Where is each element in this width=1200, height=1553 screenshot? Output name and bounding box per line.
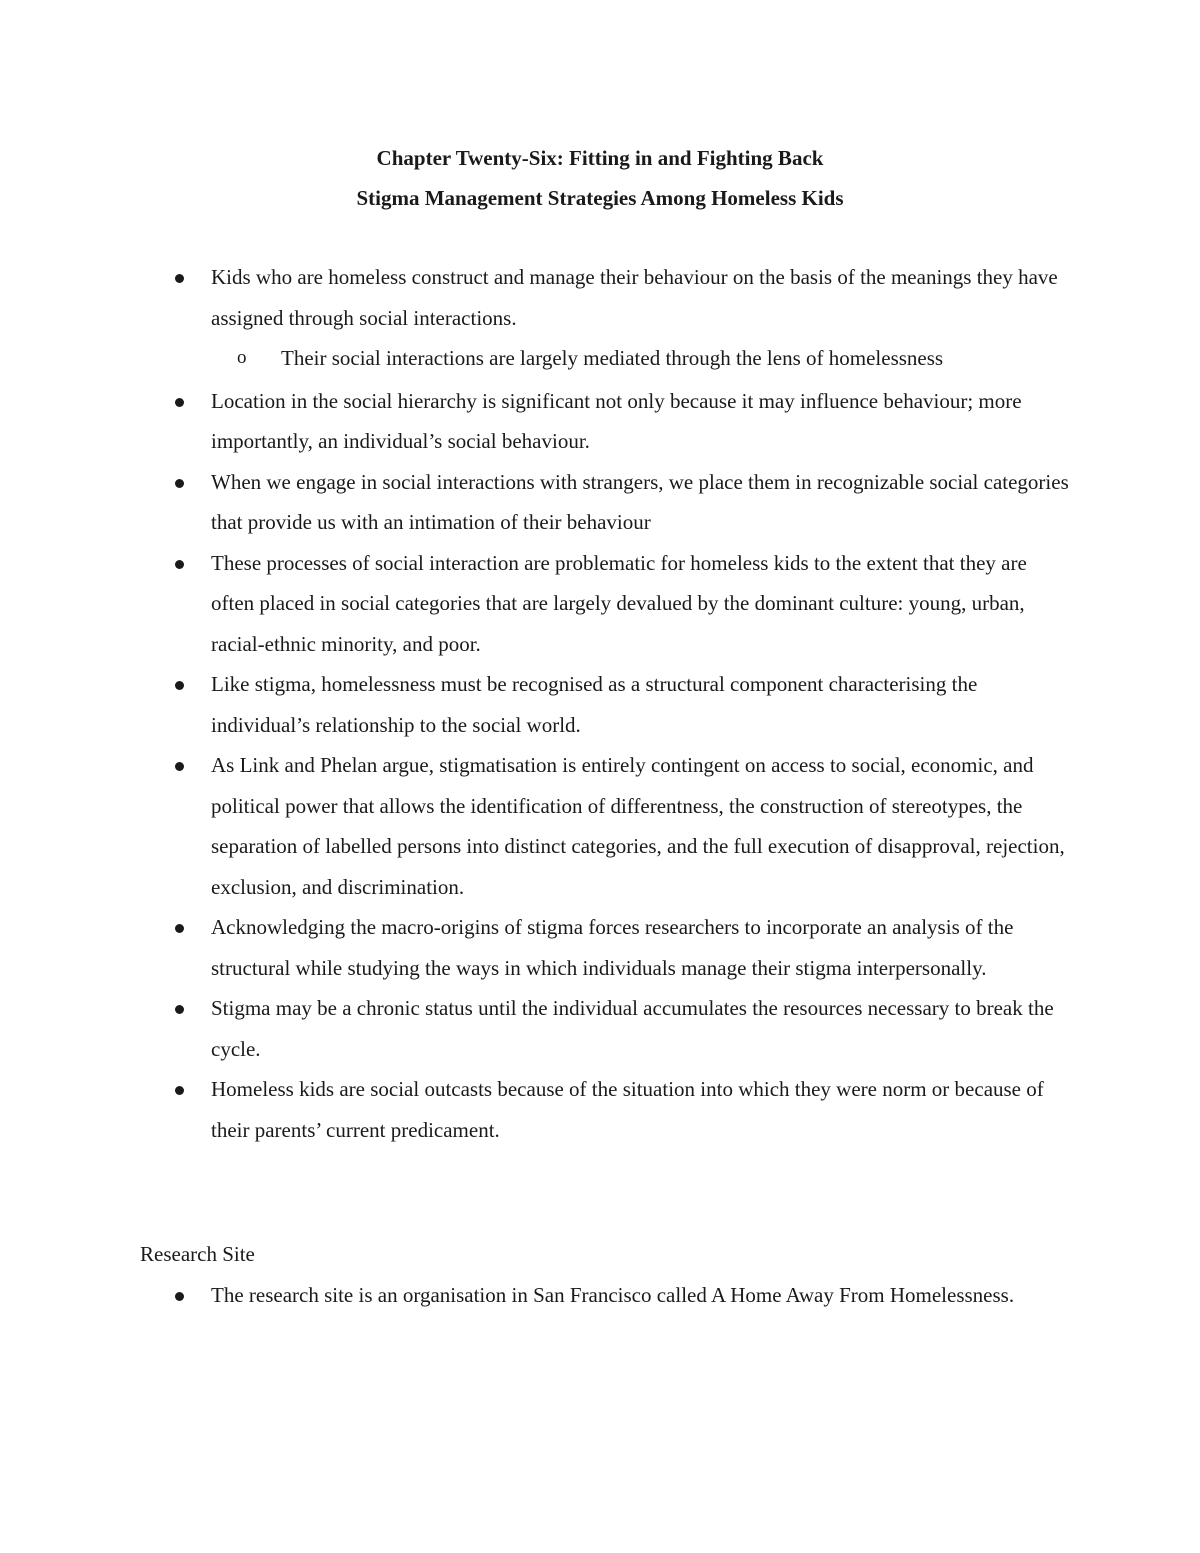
list-item: [0, 257, 1200, 379]
list-item-text: Like stigma, homelessness must be recognised as a structural component characterising the individual’s relationship to the social world.: [211, 672, 978, 737]
list-item: [0, 988, 1200, 1069]
list-item-text: Homeless kids are social outcasts because of the situation into which they were norm or because of their parents’ current predicament.: [211, 1077, 1044, 1142]
bullet-icon: [175, 1292, 184, 1301]
sub-list-item: [237, 338, 1070, 379]
bullet-icon: [175, 924, 184, 933]
bullet-icon: [175, 1086, 184, 1095]
list-item-text: As Link and Phelan argue, stigmatisation is entirely contingent on access to social, economic, and political power that allows the identification of differentness, the construction of stereotypes, the separation of labelled persons into distinct categories, and the full execution of disapproval, rejection, exclusion, and discrimination.: [211, 753, 1065, 899]
bullet-icon: [175, 762, 184, 771]
bullet-icon: [175, 560, 184, 569]
list-item: [0, 1069, 1200, 1150]
bullet-icon: [175, 398, 184, 407]
bullet-icon: [175, 274, 184, 283]
list-item-text: When we engage in social interactions with strangers, we place them in recognizable social categories that provide us with an intimation of their behaviour: [211, 469, 1069, 534]
research-site-heading: Research Site: [140, 1242, 255, 1266]
sub-bullet-icon: o: [237, 347, 247, 368]
list-item: [0, 745, 1200, 907]
title-block: [0, 138, 1200, 218]
sub-list-item-text: Their social interactions are largely mediated through the lens of homelessness: [281, 346, 944, 370]
list-item-text: These processes of social interaction are problematic for homeless kids to the extent that they are often placed in social categories that are largely devalued by the dominant culture: young, urban, racial-ethnic minority, and poor.: [211, 550, 1027, 656]
list-item: [0, 462, 1200, 543]
main-bullet-list: [0, 257, 1200, 1150]
list-item-text: Acknowledging the macro-origins of stigma forces researchers to incorporate an analysis of the structural while studying the ways in which individuals manage their stigma interpersonally.: [211, 915, 1014, 980]
bullet-icon: [175, 479, 184, 488]
list-item-text: The research site is an organisation in San Francisco called A Home Away From Homelessness.: [211, 1283, 1015, 1307]
bullet-icon: [175, 1005, 184, 1014]
sub-bullet-list: [211, 338, 1070, 379]
bullet-icon: [175, 681, 184, 690]
list-item: [0, 664, 1200, 745]
research-bullet-list: [0, 1275, 1200, 1316]
chapter-title: Chapter Twenty-Six: Fitting in and Fighting Back: [376, 146, 824, 170]
list-item: [0, 1275, 1200, 1316]
list-item-text: Location in the social hierarchy is significant not only because it may influence behaviour; more importantly, an individual’s social behaviour.: [211, 388, 1022, 453]
list-item: [0, 543, 1200, 665]
list-item-text: Kids who are homeless construct and manage their behaviour on the basis of the meanings they have assigned through social interactions.: [211, 265, 1058, 330]
list-item: [0, 907, 1200, 988]
list-item-text: Stigma may be a chronic status until the individual accumulates the resources necessary to break the cycle.: [211, 996, 1054, 1061]
chapter-subtitle: Stigma Management Strategies Among Homeless Kids: [356, 186, 844, 210]
list-item: [0, 381, 1200, 462]
